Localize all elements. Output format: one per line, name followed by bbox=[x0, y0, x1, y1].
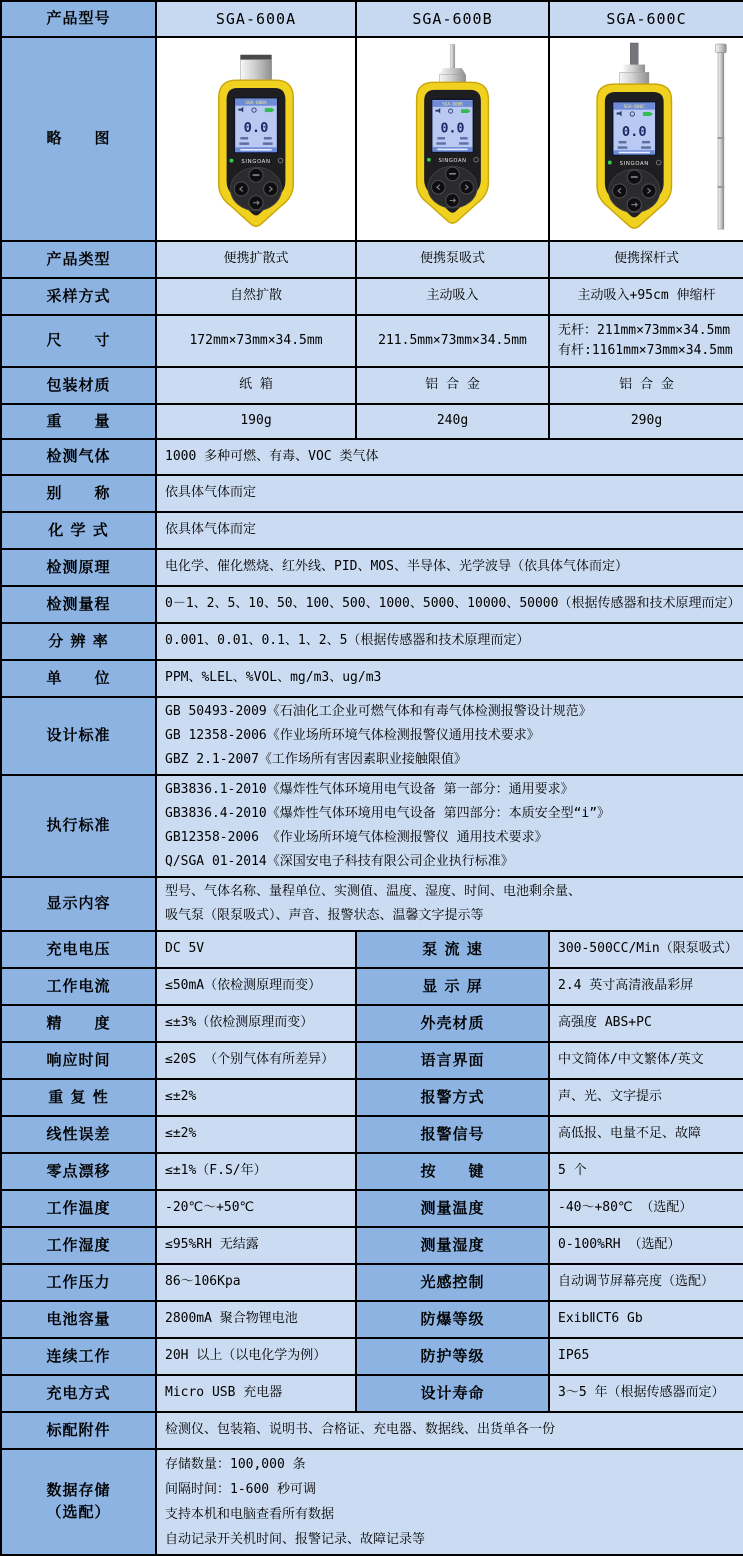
label-weight: 重 量 bbox=[1, 404, 156, 439]
telescopic-rod-icon bbox=[716, 44, 727, 229]
screen-reading: 0.0 bbox=[440, 121, 465, 137]
button-pad bbox=[428, 166, 477, 208]
label-design-life: 设计寿命 bbox=[356, 1375, 549, 1412]
screen-reading: 0.0 bbox=[243, 120, 269, 137]
label-alarm-signal: 报警信号 bbox=[356, 1116, 549, 1153]
table-row bbox=[1, 1375, 743, 1412]
value-zero-drift: ≤±1%（F.S/年） bbox=[156, 1153, 356, 1190]
value-pump-flow: 300-500CC/Min（限泵吸式） bbox=[549, 931, 743, 968]
data-storage-label-line2: （选配） bbox=[46, 1503, 111, 1521]
value-response-time: ≤20S （个别气体有所差异） bbox=[156, 1042, 356, 1079]
label-data-storage bbox=[1, 1449, 156, 1555]
photo-cell-a bbox=[156, 37, 356, 241]
brand-label: SINGOAN bbox=[241, 159, 271, 166]
device-photo-sga-600c bbox=[551, 39, 742, 239]
value-weight-c: 290g bbox=[549, 404, 743, 439]
storage-auto-record: 自动记录开关机时间、报警记录、故障记录等 bbox=[165, 1532, 426, 1547]
display-content-line1: 型号、气体名称、量程单位、实测值、温度、湿度、时间、电池剩余量、 bbox=[165, 884, 582, 899]
value-sampling-c: 主动吸入+95cm 伸缩杆 bbox=[549, 278, 743, 315]
label-resolution: 分 辨 率 bbox=[1, 623, 156, 660]
label-dimensions: 尺 寸 bbox=[1, 315, 156, 367]
value-light-sensor-control: 自动调节屏幕亮度（选配） bbox=[549, 1264, 743, 1301]
label-detected-gas: 检测气体 bbox=[1, 439, 156, 475]
label-explosion-proof-grade: 防爆等级 bbox=[356, 1301, 549, 1338]
device-photo-sga-600a bbox=[158, 39, 354, 239]
photo-cell-b bbox=[356, 37, 549, 241]
table-row bbox=[1, 623, 743, 660]
value-detected-gas: 1000 多种可燃、有毒、VOC 类气体 bbox=[156, 439, 743, 475]
table-row bbox=[1, 1079, 743, 1116]
value-chemical-formula: 依具体气体而定 bbox=[156, 512, 743, 549]
brand-label: SINGOAN bbox=[619, 160, 649, 167]
model-name-c: SGA-600C bbox=[549, 1, 743, 37]
label-chemical-formula: 化 学 式 bbox=[1, 512, 156, 549]
label-working-pressure: 工作压力 bbox=[1, 1264, 156, 1301]
value-sampling-a: 自然扩散 bbox=[156, 278, 356, 315]
value-product-type-c: 便携探杆式 bbox=[549, 241, 743, 278]
battery-icon bbox=[265, 108, 274, 112]
label-display-content: 显示内容 bbox=[1, 877, 156, 931]
table-row bbox=[1, 931, 743, 968]
label-alarm-mode: 报警方式 bbox=[356, 1079, 549, 1116]
table-row bbox=[1, 1338, 743, 1375]
brand-label: SINGOAN bbox=[438, 158, 467, 165]
table-row bbox=[1, 697, 743, 775]
label-packing-material: 包装材质 bbox=[1, 367, 156, 404]
value-execution-standard bbox=[156, 775, 743, 877]
table-row bbox=[1, 1264, 743, 1301]
dimensions-c-line1: 无杆：211mm×73mm×34.5mm bbox=[558, 322, 731, 338]
status-led bbox=[427, 158, 431, 162]
value-packing-a: 纸 箱 bbox=[156, 367, 356, 404]
value-alarm-mode: 声、光、文字提示 bbox=[549, 1079, 743, 1116]
value-standard-accessories: 检测仪、包装箱、说明书、合格证、充电器、数据线、出货单各一份 bbox=[156, 1412, 743, 1449]
storage-view: 支持本机和电脑查看所有数据 bbox=[165, 1507, 335, 1522]
value-working-temperature: -20℃～+50℃ bbox=[156, 1190, 356, 1227]
label-design-standard: 设计标准 bbox=[1, 697, 156, 775]
storage-interval: 间隔时间：1-600 秒可调 bbox=[165, 1482, 316, 1497]
label-product-type: 产品类型 bbox=[1, 241, 156, 278]
label-repeatability: 重 复 性 bbox=[1, 1079, 156, 1116]
execution-standard-line1: GB3836.1-2010《爆炸性气体环境用电气设备 第一部分：通用要求》 bbox=[165, 782, 574, 797]
label-charging-method: 充电方式 bbox=[1, 1375, 156, 1412]
label-shell-material: 外壳材质 bbox=[356, 1005, 549, 1042]
value-weight-a: 190g bbox=[156, 404, 356, 439]
value-protection-grade: IP65 bbox=[549, 1338, 743, 1375]
label-working-current: 工作电流 bbox=[1, 968, 156, 1005]
value-dimensions-c bbox=[549, 315, 743, 367]
table-row bbox=[1, 512, 743, 549]
value-sampling-b: 主动吸入 bbox=[356, 278, 549, 315]
model-name-a: SGA-600A bbox=[156, 1, 356, 37]
label-continuous-work: 连续工作 bbox=[1, 1338, 156, 1375]
value-language-ui: 中文简体/中文繁体/英文 bbox=[549, 1042, 743, 1079]
value-continuous-work: 20H 以上（以电化学为例） bbox=[156, 1338, 356, 1375]
label-language-ui: 语言界面 bbox=[356, 1042, 549, 1079]
value-data-storage bbox=[156, 1449, 743, 1555]
value-dimensions-b: 211.5mm×73mm×34.5mm bbox=[356, 315, 549, 367]
label-execution-standard: 执行标准 bbox=[1, 775, 156, 877]
value-packing-b: 铝 合 金 bbox=[356, 367, 549, 404]
value-charging-voltage: DC 5V bbox=[156, 931, 356, 968]
label-detection-principle: 检测原理 bbox=[1, 549, 156, 586]
value-explosion-proof-grade: ExibⅡCT6 Gb bbox=[549, 1301, 743, 1338]
device-screen bbox=[432, 99, 474, 152]
value-shell-material: 高强度 ABS+PC bbox=[549, 1005, 743, 1042]
value-working-pressure: 86～106Kpa bbox=[156, 1264, 356, 1301]
table-row bbox=[1, 1301, 743, 1338]
status-led bbox=[608, 161, 612, 165]
device-photo-sga-600b bbox=[358, 39, 547, 239]
table-row bbox=[1, 1227, 743, 1264]
value-repeatability: ≤±2% bbox=[156, 1079, 356, 1116]
value-dimensions-a: 172mm×73mm×34.5mm bbox=[156, 315, 356, 367]
table-row bbox=[1, 968, 743, 1005]
probe-cap-icon bbox=[620, 43, 649, 84]
value-detection-range: 0－1、2、5、10、50、100、500、1000、5000、10000、50000（根据传感器和技术原理而定） bbox=[156, 586, 743, 623]
execution-standard-line4: Q/SGA 01-2014《深国安电子科技有限公司企业执行标准》 bbox=[165, 854, 514, 869]
dimensions-c-line2: 有杆:1161mm×73mm×34.5mm bbox=[558, 343, 733, 358]
device-screen bbox=[234, 98, 277, 153]
value-working-current: ≤50mA（依检测原理而变） bbox=[156, 968, 356, 1005]
label-charging-voltage: 充电电压 bbox=[1, 931, 156, 968]
value-resolution: 0.001、0.01、0.1、1、2、5（根据传感器和技术原理而定） bbox=[156, 623, 743, 660]
value-alias: 依具体气体而定 bbox=[156, 475, 743, 512]
table-row bbox=[1, 775, 743, 877]
design-standard-line1: GB 50493-2009《石油化工企业可燃气体和有毒气体检测报警设计规范》 bbox=[165, 704, 592, 719]
model-name-b: SGA-600B bbox=[356, 1, 549, 37]
label-pump-flow: 泵 流 速 bbox=[356, 931, 549, 968]
table-row bbox=[1, 439, 743, 475]
data-storage-label-line1: 数据存储 bbox=[46, 1481, 111, 1500]
value-charging-method: Micro USB 充电器 bbox=[156, 1375, 356, 1412]
value-linearity-error: ≤±2% bbox=[156, 1116, 356, 1153]
table-row bbox=[1, 404, 743, 439]
table-row bbox=[1, 241, 743, 278]
table-row bbox=[1, 1042, 743, 1079]
value-accuracy: ≤±3%（依检测原理而变） bbox=[156, 1005, 356, 1042]
button-pad bbox=[609, 169, 660, 212]
label-battery-capacity: 电池容量 bbox=[1, 1301, 156, 1338]
screen-model-text: SGA-600A bbox=[245, 101, 267, 107]
table-row bbox=[1, 1005, 743, 1042]
label-working-humidity: 工作湿度 bbox=[1, 1227, 156, 1264]
screen-model-text: SGA-600C bbox=[623, 105, 645, 111]
design-standard-line2: GB 12358-2006《作业场所环境气体检测报警仪通用技术要求》 bbox=[165, 728, 540, 743]
label-unit: 单 位 bbox=[1, 660, 156, 697]
value-measure-humidity: 0-100%RH （选配） bbox=[549, 1227, 743, 1264]
battery-icon bbox=[643, 112, 652, 116]
value-design-life: 3～5 年（根据传感器而定） bbox=[549, 1375, 743, 1412]
value-unit: PPM、%LEL、%VOL、mg/m3、ug/m3 bbox=[156, 660, 743, 697]
device-screen bbox=[613, 102, 656, 155]
value-design-standard bbox=[156, 697, 743, 775]
value-working-humidity: ≤95%RH 无结露 bbox=[156, 1227, 356, 1264]
value-display-screen: 2.4 英寸高清液晶彩屏 bbox=[549, 968, 743, 1005]
label-display-screen: 显 示 屏 bbox=[356, 968, 549, 1005]
value-battery-capacity: 2800mA 聚合物锂电池 bbox=[156, 1301, 356, 1338]
table-row bbox=[1, 660, 743, 697]
battery-icon bbox=[461, 109, 470, 113]
label-measure-humidity: 测量湿度 bbox=[356, 1227, 549, 1264]
header-label: 产品型号 bbox=[1, 1, 156, 37]
button-pad bbox=[231, 167, 282, 210]
value-detection-principle: 电化学、催化燃烧、红外线、PID、MOS、半导体、光学波导（依具体气体而定） bbox=[156, 549, 743, 586]
table-row bbox=[1, 549, 743, 586]
label-response-time: 响应时间 bbox=[1, 1042, 156, 1079]
label-protection-grade: 防护等级 bbox=[356, 1338, 549, 1375]
label-light-sensor-control: 光感控制 bbox=[356, 1264, 549, 1301]
label-detection-range: 检测量程 bbox=[1, 586, 156, 623]
value-packing-c: 铝 合 金 bbox=[549, 367, 743, 404]
table-row bbox=[1, 1190, 743, 1227]
value-buttons: 5 个 bbox=[549, 1153, 743, 1190]
label-buttons: 按 键 bbox=[356, 1153, 549, 1190]
table-row bbox=[1, 1116, 743, 1153]
table-row bbox=[1, 877, 743, 931]
label-measure-temperature: 测量温度 bbox=[356, 1190, 549, 1227]
value-measure-temperature: -40～+80℃ （选配） bbox=[549, 1190, 743, 1227]
label-accuracy: 精 度 bbox=[1, 1005, 156, 1042]
table-row bbox=[1, 278, 743, 315]
table-row bbox=[1, 475, 743, 512]
pump-probe-icon bbox=[439, 45, 465, 85]
table-row bbox=[1, 1412, 743, 1449]
table-row bbox=[1, 1153, 743, 1190]
table-row bbox=[1, 315, 743, 367]
table-row bbox=[1, 1, 743, 37]
value-product-type-b: 便携泵吸式 bbox=[356, 241, 549, 278]
table-row bbox=[1, 367, 743, 404]
label-zero-drift: 零点漂移 bbox=[1, 1153, 156, 1190]
execution-standard-line2: GB3836.4-2010《爆炸性气体环境用电气设备 第四部分：本质安全型“i”》 bbox=[165, 806, 611, 821]
label-alias: 别 称 bbox=[1, 475, 156, 512]
value-weight-b: 240g bbox=[356, 404, 549, 439]
design-standard-line3: GBZ 2.1-2007《工作场所有害因素职业接触限值》 bbox=[165, 752, 467, 767]
sensor-cap-icon bbox=[240, 55, 271, 82]
label-linearity-error: 线性误差 bbox=[1, 1116, 156, 1153]
label-working-temperature: 工作温度 bbox=[1, 1190, 156, 1227]
status-led bbox=[230, 159, 234, 163]
value-display-content bbox=[156, 877, 743, 931]
label-standard-accessories: 标配附件 bbox=[1, 1412, 156, 1449]
table-row bbox=[1, 1449, 743, 1555]
table-row bbox=[1, 37, 743, 241]
sketch-label: 略 图 bbox=[1, 37, 156, 241]
display-content-line2: 吸气泵（限泵吸式）、声音、报警状态、温馨文字提示等 bbox=[165, 908, 484, 923]
value-product-type-a: 便携扩散式 bbox=[156, 241, 356, 278]
screen-model-text: SGA-600B bbox=[442, 102, 463, 108]
label-sampling-method: 采样方式 bbox=[1, 278, 156, 315]
table-row bbox=[1, 586, 743, 623]
value-alarm-signal: 高低报、电量不足、故障 bbox=[549, 1116, 743, 1153]
screen-reading: 0.0 bbox=[621, 124, 647, 141]
storage-count: 存储数量：100,000 条 bbox=[165, 1457, 306, 1472]
execution-standard-line3: GB12358-2006 《作业场所环境气体检测报警仪 通用技术要求》 bbox=[165, 830, 548, 845]
photo-cell-c bbox=[549, 37, 743, 241]
